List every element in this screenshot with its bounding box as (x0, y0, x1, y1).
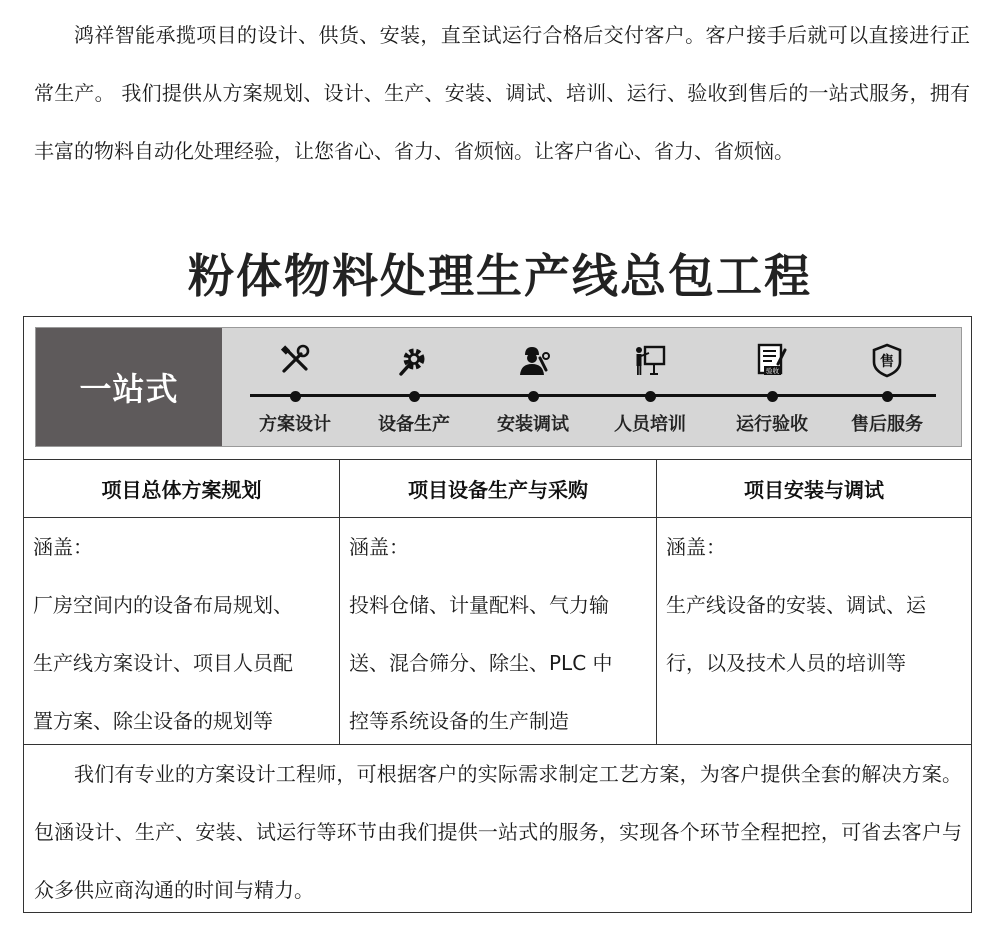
service-table (23, 316, 972, 913)
column-heading-planning: 项目总体方案规划 (101, 478, 262, 502)
timeline-step-training (595, 342, 705, 436)
timeline-step-installation (478, 342, 588, 436)
timeline-step-design (240, 342, 350, 436)
step-label: 方案设计 (259, 414, 331, 435)
timeline-dot (882, 391, 893, 402)
column-body-production (340, 518, 656, 744)
cover-label: 涵盖： (666, 535, 726, 559)
intro-paragraph: 鸿祥智能承揽项目的设计、供货、安装，直至试运行合格后交付客户。客户接手后就可以直接进行正常生产。 我们提供从方案规划、设计、生产、安装、调试、培训、运行、验收到售后的一站式服务，拥有丰富的物料自动化处理经验，让您省心、省力、省烦恼。让客户省心、省力、省烦恼。 (34, 23, 970, 163)
column-heading-production: 项目设备生产与采购 (408, 478, 588, 502)
tools-icon (277, 342, 313, 378)
timeline-dot (409, 391, 420, 402)
body-line: 生产线设备的安装、调试、运 (666, 593, 926, 617)
body-line: 厂房空间内的设备布局规划、 (33, 593, 293, 617)
timeline-step-production (359, 342, 469, 436)
gear-wrench-icon (396, 342, 432, 378)
timeline-step-after-sales (832, 342, 942, 436)
one-stop-banner (35, 327, 962, 447)
column-body-planning (24, 518, 339, 744)
body-line: 行，以及技术人员的培训等 (666, 651, 906, 675)
step-label: 运行验收 (736, 414, 808, 435)
timeline-dot (528, 391, 539, 402)
step-label: 人员培训 (614, 414, 686, 435)
cover-label: 涵盖： (33, 535, 93, 559)
column-body-installation (657, 518, 971, 744)
step-label: 售后服务 (851, 414, 923, 435)
presentation-icon (632, 342, 668, 378)
summary-paragraph: 我们有专业的方案设计工程师，可根据客户的实际需求制定工艺方案，为客户提供全套的解决方案。包涵设计、生产、安装、试运行等环节由我们提供一站式的服务，实现各个环节全程把控，可省去客户与众多供应商沟通的时间与精力。 (34, 762, 962, 902)
checklist-icon (754, 342, 790, 378)
after-sales-badge-icon (869, 342, 905, 378)
column-heading-installation: 项目安装与调试 (744, 478, 884, 502)
worker-icon (515, 342, 551, 378)
checklist-icon-text: 验收 (766, 367, 779, 375)
cover-label: 涵盖： (349, 535, 409, 559)
timeline-dot (767, 391, 778, 402)
page-title: 粉体物料处理生产线总包工程 (188, 249, 812, 303)
badge-text: 售 (880, 354, 894, 370)
body-line: 送、混合筛分、除尘、PLC 中 (349, 651, 613, 675)
timeline-dot (290, 391, 301, 402)
timeline-dot (645, 391, 656, 402)
step-label: 安装调试 (497, 414, 569, 435)
body-line: 生产线方案设计、项目人员配 (33, 651, 293, 675)
step-label: 设备生产 (378, 414, 450, 435)
body-line: 置方案、除尘设备的规划等 (33, 709, 273, 733)
body-line: 投料仓储、计量配料、气力输 (349, 593, 609, 617)
timeline-step-acceptance (717, 342, 827, 436)
body-line: 控等系统设备的生产制造 (349, 709, 569, 733)
banner-label: 一站式 (36, 328, 222, 446)
